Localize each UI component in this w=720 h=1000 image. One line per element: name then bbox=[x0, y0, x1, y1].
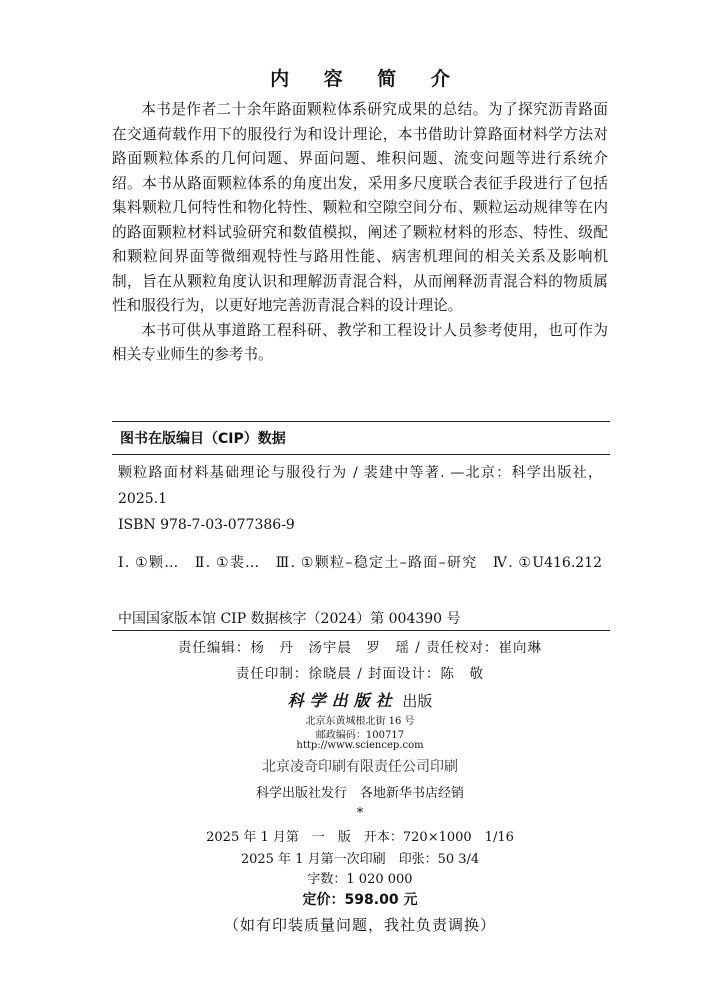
publisher-logo: 科学出版社 bbox=[287, 691, 398, 710]
printing-line: 2025 年 1 月第一次印刷 印张：50 3/4 bbox=[240, 852, 480, 867]
cip-record-block bbox=[118, 460, 602, 538]
page-title: 内 容 简 介 bbox=[270, 68, 464, 90]
cip-verification: 中国国家版本馆 CIP 数据核字（2024）第 004390 号 bbox=[118, 611, 461, 627]
quality-notice: （如有印装质量问题，我社负责调换） bbox=[223, 916, 496, 934]
separator-star: * bbox=[356, 806, 364, 821]
publisher-address: 北京东黄城根北街 16 号 bbox=[305, 716, 415, 727]
cip-verification-block bbox=[118, 606, 602, 632]
cip-classification: Ⅰ. ①颗… Ⅱ. ①裴… Ⅲ. ①颗粒–稳定土–路面–研究 Ⅳ. ①U416.212 bbox=[118, 555, 602, 571]
price: 定价：598.00 元 bbox=[302, 892, 418, 908]
intro-paragraph-1: 本书是作者二十余年路面颗粒体系研究成果的总结。为了探究沥青路面在交通荷载作用下的服役行为和设计理论，本书借助计算路面材料学方法对路面颗粒体系的几何问题、界面问题、堆积问题、流变问题等进行系统介绍。本书从路面颗粒体系的角度出发，采用多尺度联合表征手段进行了包括集料颗粒几何特性和物化特性、颗粒和空隙空间分布、颗粒运动规律等在内的路面颗粒材料试验研究和数值模拟，阐述了颗粒材料的形态、特性、级配和颗粒间界面等微细观特性与路用性能、病害机理间的相关关系及影响机制，旨在从颗粒角度认识和理解沥青混合料，从而阐释沥青混合料的物质属性和服役行为，以更好地完善沥青混合料的设计理论。 bbox=[112, 101, 608, 314]
distribution-line: 科学出版社发行 各地新华书店经销 bbox=[255, 786, 464, 801]
intro-section bbox=[112, 98, 608, 368]
publisher-line bbox=[0, 688, 720, 711]
credits-production: 责任印制：徐晓晨 / 封面设计：陈 敬 bbox=[235, 666, 485, 682]
credits-editors: 责任编辑：杨 丹 汤宇晨 罗 瑶 / 责任校对：崔向琳 bbox=[177, 640, 543, 656]
word-count: 字数：1 020 000 bbox=[307, 872, 413, 887]
publisher-website: http://www.sciencep.com bbox=[296, 740, 424, 751]
cip-record: 颗粒路面材料基础理论与服役行为 / 裴建中等著. —北京：科学出版社，2025.1 bbox=[118, 465, 602, 507]
cip-heading: 图书在版编目（CIP）数据 bbox=[120, 431, 286, 447]
cip-heading-divider bbox=[112, 454, 610, 455]
printer-name: 北京凌奇印刷有限责任公司印刷 bbox=[262, 759, 458, 775]
edition-line: 2025 年 1 月第 一 版 开本：720×1000 1/16 bbox=[206, 830, 514, 845]
publisher-postcode: 邮政编码：100717 bbox=[315, 730, 405, 741]
intro-paragraph-2: 本书可供从事道路工程科研、教学和工程设计人员参考使用，也可作为相关专业师生的参考书。 bbox=[112, 321, 608, 363]
publish-suffix: 出版 bbox=[402, 692, 433, 710]
cip-classification-block bbox=[118, 550, 602, 576]
cip-top-divider bbox=[112, 421, 610, 422]
cip-bottom-divider bbox=[112, 630, 610, 631]
cip-isbn: ISBN 978-7-03-077386-9 bbox=[118, 517, 295, 533]
